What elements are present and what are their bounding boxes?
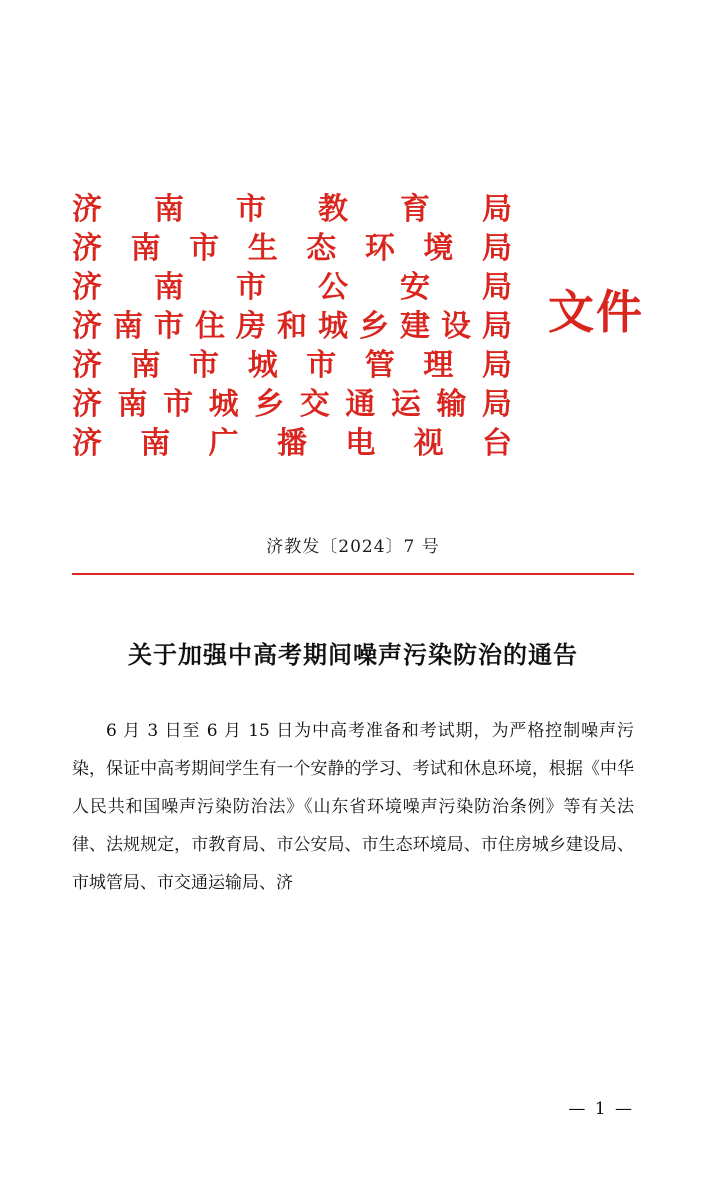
body-paragraph-1: 6 月 3 日至 6 月 15 日为中高考准备和考试期，为严格控制噪声污染，保证中高考期间学生有一个安静的学习、考试和休息环境，根据《中华人民共和国噪声污染防治法》《山东省环境噪声污染防治条例》等有关法律、法规规定，市教育局、市公安局、市生态环境局、市住房城乡建设局、市城管局、市交通运输局、济 [72, 721, 634, 893]
org-line-3: 济 南 市 公 安 局 [72, 270, 512, 305]
red-divider [72, 573, 634, 575]
org-line-5: 济 南 市 城 市 管 理 局 [72, 348, 512, 383]
org-line-7: 济 南 广 播 电 视 台 [72, 426, 512, 461]
page-number: — 1 — [568, 1099, 634, 1119]
document-word: 文件 [548, 285, 644, 339]
document-page [0, 190, 706, 1189]
org-line-6: 济 南 市 城 乡 交 通 运 输 局 [72, 387, 512, 422]
page-title: 关于加强中高考期间噪声污染防治的通告 [128, 640, 578, 669]
org-line-1: 济 南 市 教 育 局 [72, 192, 512, 227]
masthead [72, 190, 644, 490]
org-line-4: 济 南 市 住 房 和 城 乡 建 设 局 [72, 309, 512, 344]
document-number: 济教发〔2024〕7 号 [266, 537, 440, 557]
issuing-organizations [72, 190, 512, 463]
document-body [72, 712, 634, 902]
document-number-row [72, 532, 634, 557]
org-line-2: 济 南 市 生 态 环 境 局 [72, 231, 512, 266]
